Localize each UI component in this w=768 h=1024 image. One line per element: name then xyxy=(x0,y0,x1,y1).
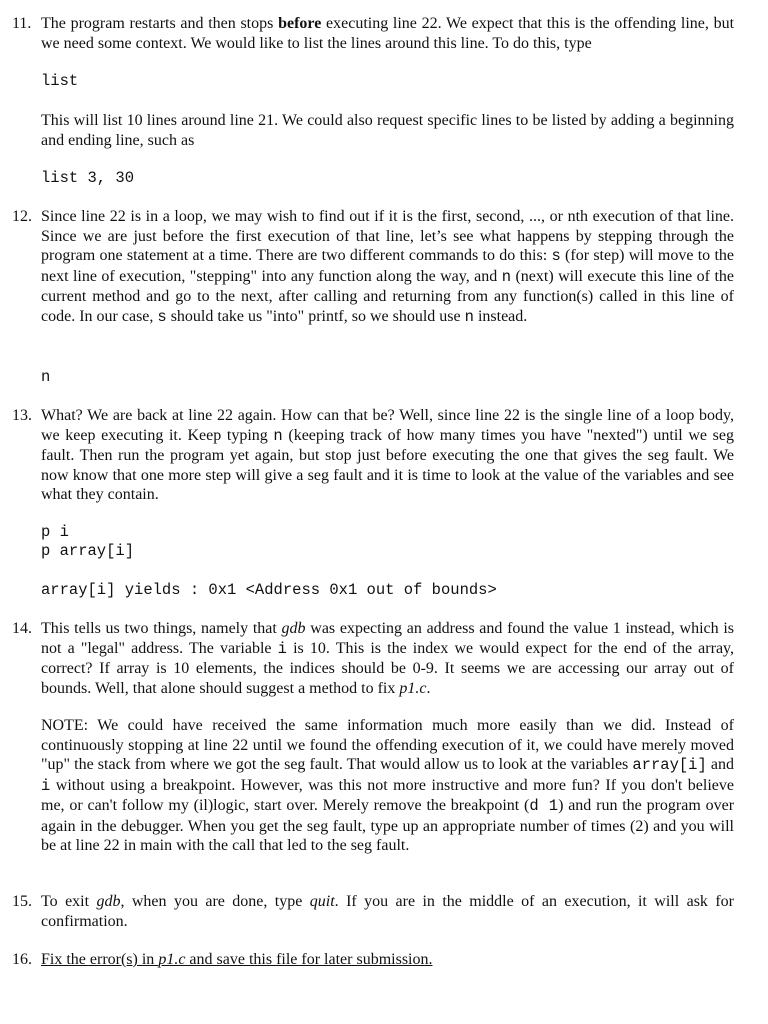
step-number: 11. xyxy=(12,15,32,32)
step-text: This will list 10 lines around line 21. We could also request specific lines to be listed by adding a beginning and ending line, such as xyxy=(41,112,734,149)
step-number: 12. xyxy=(12,208,32,225)
step-text: The program restarts and then stops before executing line 22. We expect that this is the offending line, but we need some context. We would like to list the lines around this line. To do this, type xyxy=(41,15,735,52)
step-text: What? We are back at line 22 again. How can that be? Well, since line 22 is the single line of a loop body, we keep executing it. Keep typing n (keeping track of how many times you have "nexted") until we seg fault. Then run the program yet again, but stop just before executing the one that gives the seg fault. We now know that one more step will give a seg fault and it is time to look at the value of the variables and see what they contain. xyxy=(41,407,735,503)
step-number: 14. xyxy=(12,620,32,637)
step-number: 16. xyxy=(12,951,32,968)
code-block: p array[i] xyxy=(41,542,135,560)
step-number: 13. xyxy=(12,407,32,424)
code-block: list 3, 30 xyxy=(41,169,135,187)
code-block: n xyxy=(41,368,51,386)
code-block: list xyxy=(41,72,79,90)
step-text: This tells us two things, namely that gdb was expecting an address and found the value 1 instead, which is not a "legal" address. The variable i is 10. This is the index we would expect for the end of the array, correct? If array is 10 elements, the indices should be 0-9. It seems we are accessing our array out of bounds. Well, that alone should suggest a method to fix p1.c. xyxy=(41,620,735,697)
note-paragraph: NOTE: We could have received the same information much more easily than we did. Instead of continuously stopping at line 22 until we found the offending execution of it, we could have merely moved "up" the stack from where we got the seg fault. That would allow us to look at the variables array[i] and i without using a breakpoint. However, was this not more instructive and more fun? If you don't believe me, or can't follow my (il)logic, start over. Merely remove the breakpoint (d 1) and run the program over again in the debugger. When you get the seg fault, type up an appropriate number of times (2) and you will be at line 22 in main with the call that led to the seg fault. xyxy=(41,717,735,854)
step-text: To exit gdb, when you are done, type quit. If you are in the middle of an execution, it will ask for confirmation. xyxy=(41,893,734,930)
code-block: array[i] yields : 0x1 <Address 0x1 out of bounds> xyxy=(41,581,497,599)
code-block: p i xyxy=(41,523,69,541)
step-number: 15. xyxy=(12,893,32,910)
step-text: Fix the error(s) in p1.c and save this file for later submission. xyxy=(41,951,433,968)
step-text: Since line 22 is in a loop, we may wish to find out if it is the first, second, ..., or nth execution of that line. Since we are just before the first execution of that line, let’s see what happens by stepping through the program one statement at a time. There are two different commands to do this: s (for step) will move to the next line of execution, "stepping" into any function along the way, and n (next) will execute this line of the current method and go to the next, after calling and returning from any function(s) called in this line of code. In our case, s should take us "into" printf, so we should use n instead. xyxy=(41,208,735,326)
